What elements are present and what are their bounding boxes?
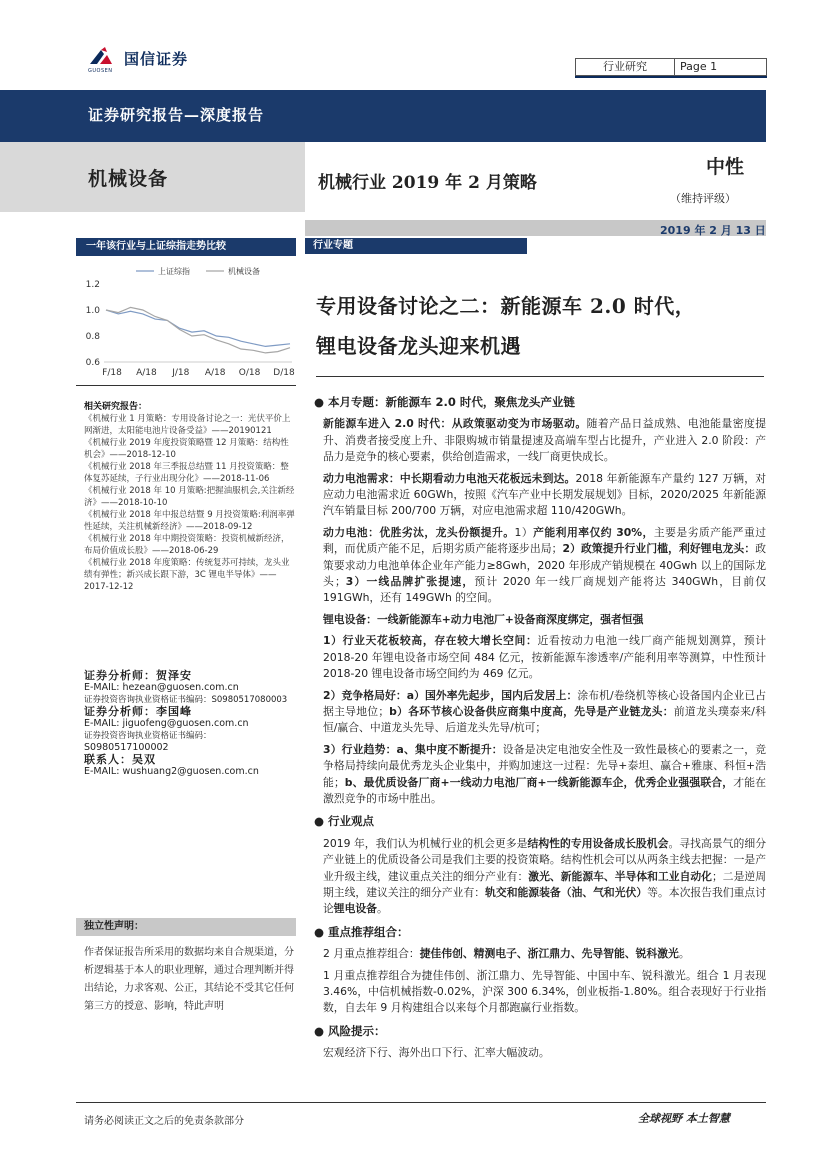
y-tick-label: 0.8 (85, 332, 100, 342)
paragraph: 1 月重点推荐组合为捷佳伟创、浙江鼎力、先导智能、中国中车、锐科激光。组合 1 月表现 3.46%，中信机械指数-0.02%，沪深 300 6.34%，创业板指-1.80%。组合表现好于行业指数，自去年 9 月构建组合以来每个月都跑赢行业指数。 (323, 968, 766, 1015)
footer-rule (76, 1102, 766, 1103)
paragraph: 锂电设备：一线新能源车+动力电池厂+设备商深度绑定，强者恒强 (323, 612, 644, 626)
sector-name: 机械设备 (88, 168, 169, 190)
header-box (575, 58, 767, 76)
headline-rule (316, 376, 764, 377)
slogan: 全球视野 本土智慧 (638, 1112, 730, 1125)
page-number: Page 1 (680, 60, 718, 73)
series-line (106, 310, 290, 346)
analyst-list (84, 670, 314, 778)
y-tick-label: 0.6 (85, 358, 100, 368)
x-tick-label: A/18 (204, 368, 226, 378)
paragraph: 1）行业天花板较高，存在较大增长空间：近看按动力电池一线厂商产能规划测算，预计 2018-20 年锂电设备市场空间 484 亿元，按新能源车渗透率/产能利用率等测算，中性预计 2018-20 锂电设备市场空间约为 469 亿元。 (323, 634, 767, 681)
analyst-email: E-MAIL: hezean@guosen.com.cn (84, 682, 239, 693)
independence-header: 独立性声明： (76, 918, 296, 936)
legend-label: 上证综指 (158, 267, 190, 276)
headline-line-2: 锂电设备龙头迎来机遇 (316, 334, 521, 358)
disclaimer-note: 请务必阅读正文之后的免责条款部分 (84, 1116, 244, 1127)
analyst-license: 证券投资咨询执业资格证书编码： (84, 731, 212, 741)
related-reports (84, 401, 296, 593)
paragraph: 动力电池需求：中长期看动力电池天花板远未到达。2018 年新能源车产量约 127 万辆，对应动力电池需求近 60GWh，按照《汽车产业中长期发展规划》目标，2020/2025 年新能源汽车销量目标 200/700 万辆，对应电池需求超 110/420GWh。 (323, 471, 767, 518)
chart-divider (76, 385, 296, 386)
report-category: 行业研究 (576, 59, 675, 75)
related-reports-title: 相关研究报告： (84, 402, 148, 412)
analyst-license: 证券投资咨询执业资格证书编码：S0980517080003 (84, 695, 288, 705)
report-item: 《机械行业 2018 年中报总结暨 9 月投资策略:利润率弹性延续，关注机械新经济》——2018-09-12 (84, 510, 295, 532)
x-tick-label: D/18 (273, 368, 295, 378)
report-type: 证券研究报告—深度报告 (88, 106, 265, 124)
headline (316, 286, 764, 366)
x-tick-label: O/18 (238, 368, 261, 378)
section-title: ● 本月专题：新能源车 2.0 时代，聚焦龙头产业链 (314, 395, 575, 409)
chart-header: 一年该行业与上证综指走势比较 (76, 238, 296, 256)
report-title: 机械行业 2019 年 2 月策略 (318, 173, 537, 193)
report-date: 2019 年 2 月 13 日 (660, 224, 766, 237)
report-item: 《机械行业 2018 年三季报总结暨 11 月投资策略：整体复苏延续，子行业出现分化》——2018-11-06 (84, 462, 289, 484)
brand-sub: GUOSEN (88, 68, 113, 74)
x-tick-label: A/18 (136, 368, 157, 378)
report-item: 《机械行业 2019 年度投资策略暨 12 月策略：结构性机会》——2018-12-10 (84, 438, 289, 460)
index-comparison-chart (78, 262, 298, 382)
header-rule (575, 76, 767, 78)
analyst-license-code: S0980517100002 (84, 742, 169, 753)
brand-name: 国信证券 (124, 50, 189, 68)
report-body (314, 388, 766, 1067)
y-tick-label: 1.0 (85, 306, 100, 316)
section-title: ● 行业观点 (314, 814, 375, 829)
y-tick-label: 1.2 (85, 280, 100, 290)
paragraph: 2019 年，我们认为机械行业的机会更多是结构性的专用设备成长股机会。寻找高景气的细分产业链上的优质设备公司是我们主要的投资策略。结构性机会可以从两条主线去把握：一是产业升级主线，建议重点关注的细分产业有：激光、新能源车、半导体和工业自动化；二是逆周期主线，建议关注的细分产业有：轨交和能源装备（油、气和光伏）等。本次报告我们重点讨论锂电设备。 (323, 836, 767, 916)
contact-email: E-MAIL: wushuang2@guosen.com.cn (84, 766, 259, 777)
report-item: 《机械行业 1 月策略：专用设备讨论之一：光伏平价上网渐进，太阳能电池片设备受益》——20190121 (84, 414, 291, 436)
analyst-email: E-MAIL: jiguofeng@guosen.com.cn (84, 718, 249, 729)
guosen-logo-icon (88, 46, 114, 66)
paragraph: 新能源车进入 2.0 时代：从政策驱动变为市场驱动。随着产品日益成熟、电池能量密度提升、消费者接受度上升、非限购城市销量提速及高端车型占比提升，产业进入 2.0 阶段：产品力是竞争的核心要素，供给创造需求，一线厂商更快成长。 (323, 417, 766, 464)
topic-tag: 行业专题 (305, 238, 527, 254)
rating: 中性 (706, 156, 745, 178)
rating-note: （维持评级） (670, 192, 736, 205)
headline-line-1: 专用设备讨论之二：新能源车 2.0 时代， (316, 294, 696, 318)
analyst-role: 证券分析师：李国峰 (84, 705, 192, 718)
paragraph: 3）行业趋势：a、集中度不断提升：设备是决定电池安全性及一致性最核心的要素之一，竞争格局持续向最优秀龙头企业集中，并购加速这一过程：先导+泰坦、赢合+雅康、科恒+浩能；b、最优质设备厂商+一线动力电池厂商+一线新能源车企，优秀企业强强联合，才能在激烈竞争的市场中胜出。 (323, 742, 767, 805)
section-title: ● 风险提示： (314, 1023, 386, 1038)
report-item: 《机械行业 2018 年度策略：传统复苏可持续，龙头业绩有弹性；新兴成长跟下游，3C 锂电半导体》——2017-12-12 (84, 558, 290, 592)
report-item: 《机械行业 2018 年 10 月策略:把握油服机会,关注新经济》——2018-10-10 (84, 486, 295, 508)
analyst-role: 证券分析师：贺泽安 (84, 669, 192, 682)
report-item: 《机械行业 2018 年中期投资策略：投资机械新经济，布局价值成长股》——2018-06-29 (84, 534, 290, 556)
legend-label: 机械设备 (228, 267, 260, 276)
paragraph: 宏观经济下行、海外出口下行、汇率大幅波动。 (323, 1046, 550, 1060)
paragraph: 动力电池：优胜劣汰，龙头份额提升。1）产能利用率仅约 30%，主要是劣质产能严重过剩，而优质产能不足，后期劣质产能将逐步出局；2）政策提升行业门槛，利好锂电龙头：政策要求动力电池单体企业年产能力≥8Gwh，2020 年形成产销规模在 40Gwh 以上的国际龙头；3）一线品牌扩张提速，预计 2020 年一线厂商规划产能将达 340GWh，目前仅 191GWh，还有 149GWh 的空间。 (323, 525, 767, 605)
x-tick-label: F/18 (102, 368, 122, 378)
paragraph: 2）竞争格局好：a）国外率先起步，国内后发居上：涂布机/卷绕机等核心设备国内企业已占据主导地位；b）各环节核心设备供应商集中度高，先导是产业链龙头：前道龙头璞泰来/科恒/赢合、中道龙头先导、后道龙头先导/杭可； (323, 688, 767, 735)
contact-role: 联系人：吴双 (84, 753, 156, 766)
section-title: ● 重点推荐组合： (314, 924, 409, 939)
paragraph: 2 月重点推荐组合：捷佳伟创、精测电子、浙江鼎力、先导智能、锐科激光。 (323, 947, 690, 961)
x-tick-label: J/18 (172, 368, 190, 378)
independence-text: 作者保证报告所采用的数据均来自合规渠道，分析逻辑基于本人的职业理解，通过合理判断并得出结论，力求客观、公正，其结论不受其它任何第三方的授意、影响，特此声明 (84, 947, 294, 1012)
